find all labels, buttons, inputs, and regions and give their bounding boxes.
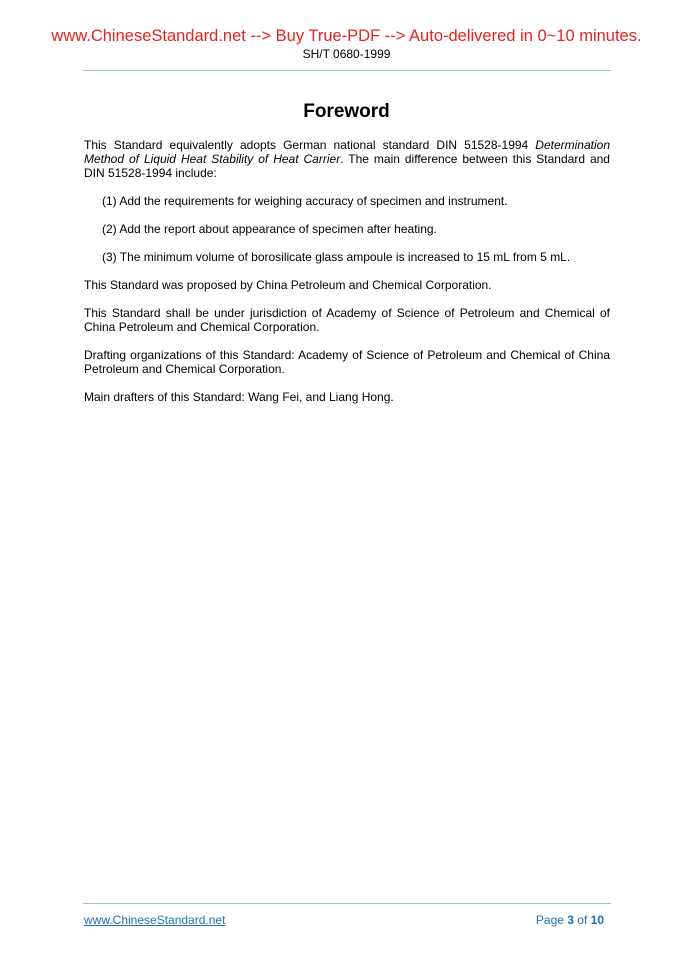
intro-paragraph bbox=[84, 138, 610, 180]
proposed-by-paragraph: This Standard was proposed by China Petroleum and Chemical Corporation. bbox=[84, 278, 492, 292]
list-item: (1) Add the requirements for weighing accuracy of specimen and instrument. bbox=[102, 194, 508, 208]
list-item: (3) The minimum volume of borosilicate glass ampoule is increased to 15 mL from 5 mL. bbox=[102, 250, 571, 264]
intro-tail: . The main difference between this Standard and DIN 51528-1994 include: bbox=[84, 152, 610, 180]
jurisdiction-paragraph: This Standard shall be under jurisdiction of Academy of Science of Petroleum and Chemical of China Petroleum and Chemical Corporation. bbox=[84, 306, 610, 334]
promo-banner[interactable]: www.ChineseStandard.net --> Buy True-PDF --> Auto-delivered in 0~10 minutes. bbox=[51, 27, 642, 45]
intro-standard-title: Determination Method of Liquid Heat Stability of Heat Carrier bbox=[84, 138, 610, 166]
page-indicator bbox=[536, 913, 604, 927]
standard-code: SH/T 0680-1999 bbox=[302, 47, 391, 61]
header-divider bbox=[83, 70, 611, 71]
footer-website-link[interactable]: www.ChineseStandard.net bbox=[84, 913, 226, 927]
drafters-paragraph: Main drafters of this Standard: Wang Fei, and Liang Hong. bbox=[84, 390, 394, 404]
page-title: Foreword bbox=[303, 101, 390, 122]
list-item: (2) Add the report about appearance of specimen after heating. bbox=[102, 222, 437, 236]
intro-lead: This Standard equivalently adopts German national standard DIN 51528-1994 bbox=[84, 138, 536, 152]
page-total: 10 bbox=[590, 913, 604, 927]
footer-divider bbox=[83, 903, 611, 904]
page-of: of bbox=[573, 913, 591, 927]
drafting-orgs-paragraph: Drafting organizations of this Standard: Academy of Science of Petroleum and Chemical of China Petroleum and Chemical Corporation. bbox=[84, 348, 610, 376]
page-current: 3 bbox=[567, 913, 574, 927]
page-prefix: Page bbox=[535, 913, 568, 927]
